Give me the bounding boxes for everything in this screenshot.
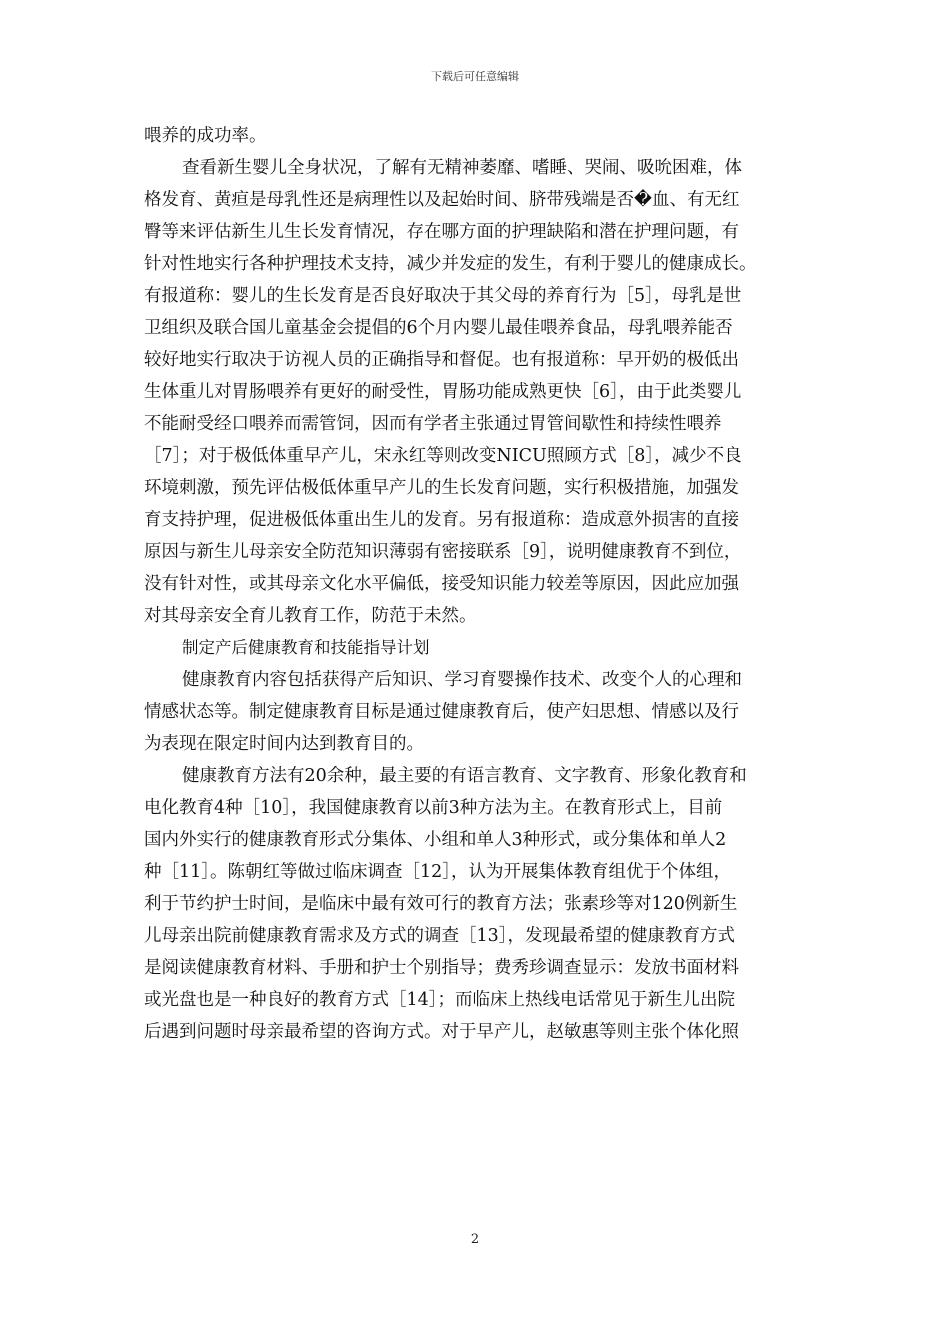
text-line: 情感状态等。制定健康教育目标是通过健康教育后，使产妇思想、情感以及行 bbox=[144, 702, 739, 722]
text-line: 育支持护理，促进极低体重出生儿的发育。另有报道称：造成意外损害的直接 bbox=[144, 510, 739, 530]
text-line: 电化教育4种［10］，我国健康教育以前3种方法为主。在教育形式上，目前 bbox=[144, 798, 723, 818]
text-line: 较好地实行取决于访视人员的正确指导和督促。也有报道称：早开奶的极低出 bbox=[144, 350, 739, 370]
text-line: 利于节约护士时间，是临床中最有效可行的教育方法；张素珍等对120例新生 bbox=[144, 894, 738, 914]
text-line: 查看新生婴儿全身状况，了解有无精神萎靡、嗜睡、哭闹、吸吮困难，体 bbox=[182, 158, 742, 178]
text-line: 或光盘也是一种良好的教育方式［14］；而临床上热线电话常见于新生儿出院 bbox=[144, 990, 736, 1010]
text-line: 为表现在限定时间内达到教育目的。 bbox=[144, 734, 424, 754]
text-line: 针对性地实行各种护理技术支持，减少并发症的发生，有利于婴儿的健康成长。 bbox=[144, 254, 757, 274]
text-line: 国内外实行的健康教育形式分集体、小组和单人3种形式，或分集体和单人2 bbox=[144, 830, 727, 850]
text-line: 臀等来评估新生儿生长发育情况，存在哪方面的护理缺陷和潜在护理问题，有 bbox=[144, 222, 739, 242]
text-line: 卫组织及联合国儿童基金会提倡的6个月内婴儿最佳喂养食品，母乳喂养能否 bbox=[144, 318, 733, 338]
text-line: 后遇到问题时母亲最希望的咨询方式。对于早产儿，赵敏惠等则主张个体化照 bbox=[144, 1022, 739, 1042]
document-body bbox=[144, 120, 814, 1048]
text-line: 生体重儿对胃肠喂养有更好的耐受性，胃肠功能成熟更快［6］，由于此类婴儿 bbox=[144, 382, 742, 402]
text-line: 种［11］。陈朝红等做过临床调查［12］，认为开展集体教育组优于个体组， bbox=[144, 862, 732, 882]
text-line: 儿母亲出院前健康教育需求及方式的调查［13］，发现最希望的健康教育方式 bbox=[144, 926, 736, 946]
text-line: 是阅读健康教育材料、手册和护士个别指导；费秀珍调查显示：发放书面材料 bbox=[144, 958, 739, 978]
text-line: ［7］；对于极低体重早产儿，宋永红等则改变NICU照顾方式［8］，减少不良 bbox=[144, 446, 742, 466]
text-line: 对其母亲安全育儿教育工作，防范于未然。 bbox=[144, 606, 477, 626]
text-line: 没有针对性，或其母亲文化水平偏低，接受知识能力较差等原因，因此应加强 bbox=[144, 574, 739, 594]
page-number: 2 bbox=[470, 1232, 480, 1247]
text-line: 不能耐受经口喂养而需管饲，因而有学者主张通过胃管间歇性和持续性喂养 bbox=[144, 414, 722, 434]
text-line: 健康教育方法有20余种，最主要的有语言教育、文字教育、形象化教育和 bbox=[182, 766, 747, 786]
text-line: 有报道称：婴儿的生长发育是否良好取决于其父母的养育行为［5］，母乳是世 bbox=[144, 286, 742, 306]
text-line: 环境刺激，预先评估极低体重早产儿的生长发育问题，实行积极措施，加强发 bbox=[144, 478, 739, 498]
section-heading: 制定产后健康教育和技能指导计划 bbox=[182, 638, 430, 657]
text-line: 原因与新生儿母亲安全防范知识薄弱有密接联系［9］，说明健康教育不到位， bbox=[144, 542, 742, 562]
page-header: 下载后可任意编辑 bbox=[431, 70, 519, 83]
text-line: 喂养的成功率。 bbox=[144, 126, 267, 146]
text-line: 健康教育内容包括获得产后知识、学习育婴操作技术、改变个人的心理和 bbox=[182, 670, 742, 690]
text-line: 格发育、黄疸是母乳性还是病理性以及起始时间、脐带残端是否�血、有无红 bbox=[144, 190, 740, 210]
